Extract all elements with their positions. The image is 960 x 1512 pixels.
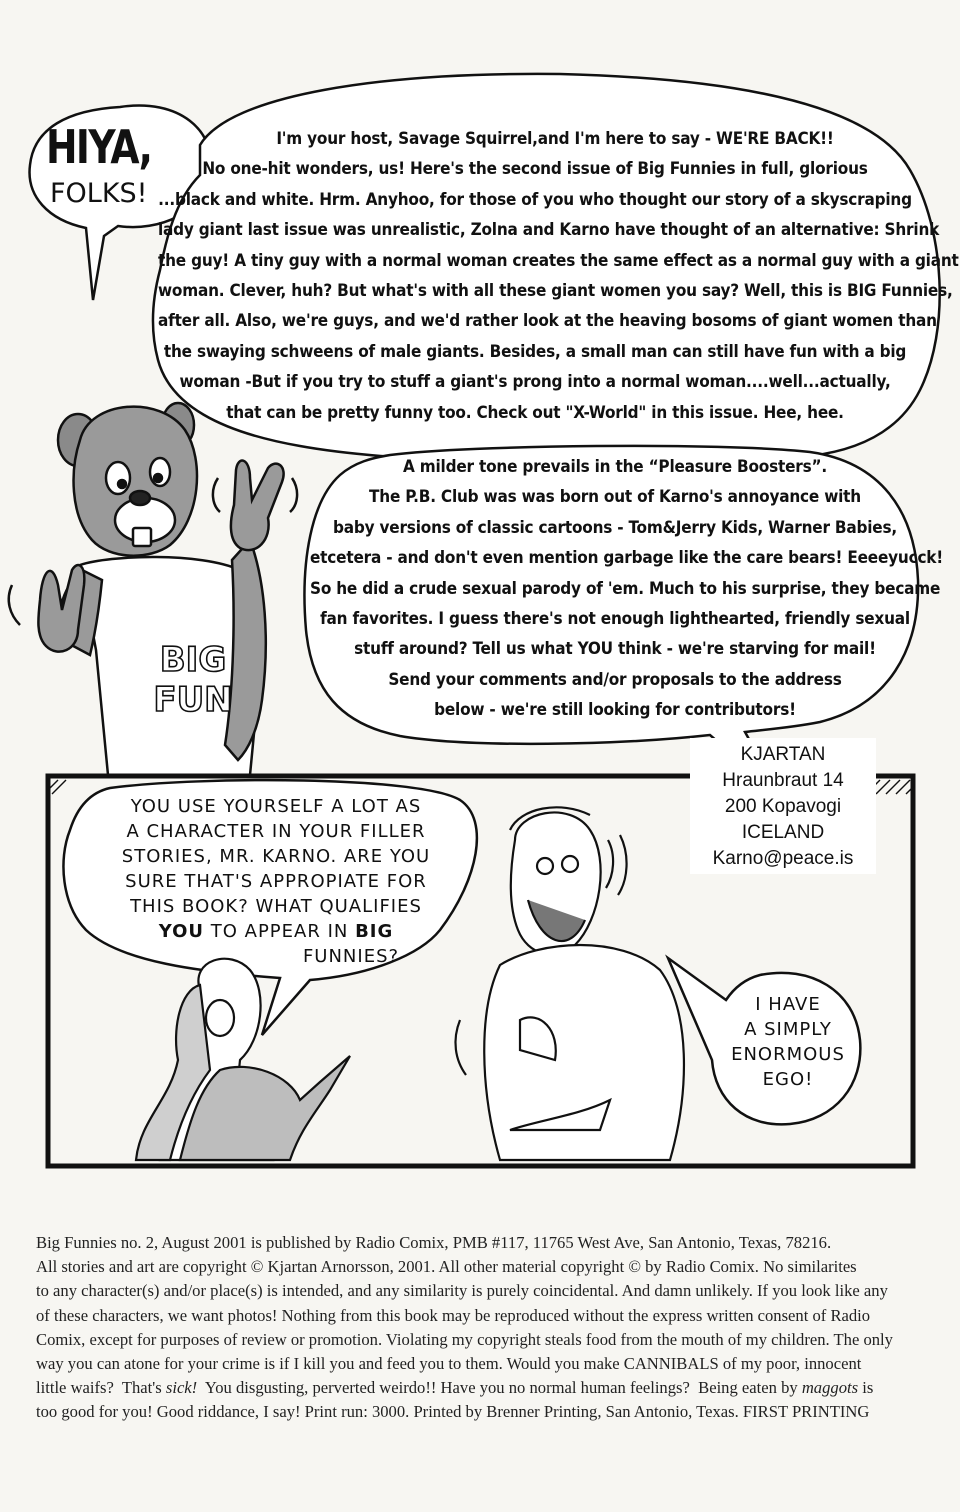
shirt-line-fun: FUN [153, 680, 233, 720]
woman-figure [136, 959, 350, 1160]
intro-line: that can be pretty funny too. Check out "X-World" in this issue. Hee, hee. [226, 402, 844, 423]
woman-speech-line: THIS BOOK? WHAT QUALIFIES [130, 896, 422, 917]
address-name: KJARTAN [740, 744, 826, 765]
woman-speech-line: STORIES, MR. KARNO. ARE YOU [121, 846, 431, 867]
intro-line: No one-hit wonders, us! Here's the second issue of Big Funnies in full, glorious [202, 159, 868, 180]
indicia-line [36, 1376, 936, 1400]
indicia-line: too good for you! Good riddance, I say! Print run: 3000. Printed by Brenner Printing, San Antonio, Texas. FIRST PRINTING [36, 1402, 870, 1422]
woman-speech-line: FUNNIES? [302, 946, 400, 967]
indicia-italic-maggots: maggots [801, 1378, 859, 1398]
man-speech-text [720, 992, 856, 1092]
woman-speech-line: SURE THAT'S APPROPIATE FOR [125, 871, 427, 892]
second-line: The P.B. Club was was born out of Karno's annoyance with [369, 487, 861, 508]
man-speech-line: A SIMPLY [744, 1019, 832, 1040]
intro-line: woman. Clever, huh? But what's with all these giant women you say? Well, this is BIG Funnies, [158, 281, 953, 302]
intro-line: woman -But if you try to stuff a giant's prong into a normal woman....well...actually, [179, 372, 891, 393]
address-street: Hraunbraut 14 [722, 770, 844, 791]
indicia [36, 1231, 936, 1425]
indicia-line: Comix, except for purposes of review or promotion. Violating my copyright steals food from the mouth of my children. The only [36, 1329, 893, 1349]
second-line: baby versions of classic cartoons - Tom&Jerry Kids, Warner Babies, [333, 517, 897, 538]
second-line: stuff around? Tell us what YOU think - we're starving for mail! [354, 639, 876, 660]
woman-speech-line: YOU USE YOURSELF A LOT AS [130, 796, 422, 817]
indicia-segment: little waifs? That's [36, 1378, 166, 1398]
indicia-line: way you can atone for your crime is if I kill you and feed you to them. Would you make CANNIBALS of my poor, innocent [36, 1354, 862, 1374]
indicia-italic-sick: sick! [165, 1378, 198, 1398]
indicia-line: to any character(s) and/or place(s) is intended, and any similarity is purely coincidental. And damn unlikely. If you look like any [36, 1281, 888, 1301]
second-line: Send your comments and/or proposals to the address [388, 669, 842, 690]
woman-speech-text [78, 794, 474, 969]
hiya-heading: HIYA, [46, 120, 152, 174]
contact-address [690, 742, 876, 872]
address-country: ICELAND [741, 822, 825, 843]
second-line: fan favorites. I guess there's not enough lighthearted, friendly sexual [320, 609, 910, 630]
folks-heading: FOLKS! [50, 178, 148, 209]
address-email[interactable]: Karno@peace.is [712, 848, 854, 869]
indicia-line: of these characters, we want photos! Nothing from this book may be reproduced without the express written consent of Radio [36, 1305, 871, 1325]
intro-line: I'm your host, Savage Squirrel,and I'm here to say - WE'RE BACK!! [276, 129, 834, 149]
indicia-line: Big Funnies no. 2, August 2001 is published by Radio Comix, PMB #117, 11765 West Ave, San Antonio, Texas, 78216. [36, 1233, 832, 1252]
address-city: 200 Kopavogi [724, 796, 842, 817]
intro-line: the guy! A tiny guy with a normal woman creates the same effect as a normal guy with a giant [158, 250, 959, 271]
intro-line: lady giant last issue was unrealistic, Zolna and Karno have thought of an alternative: Shrink [158, 220, 940, 241]
woman-speech-line [78, 919, 474, 944]
man-speech-line: EGO! [762, 1069, 814, 1090]
indicia-line: All stories and art are copyright © Kjartan Arnorsson, 2001. All other material copyright © by Radio Comix. No similarites [36, 1257, 857, 1277]
intro-line: the swaying schweens of male giants. Besides, a small man can still have fun with a big [163, 341, 907, 362]
intro-line: after all. Also, we're guys, and we'd rather look at the heaving bosoms of giant women than [158, 311, 937, 332]
speech-emphasis-big: BIG [355, 921, 394, 942]
woman-speech-line: A CHARACTER IN YOUR FILLER [126, 821, 426, 842]
indicia-segment: is [858, 1378, 874, 1398]
intro-line: ...black and white. Hrm. Anyhoo, for those of you who thought our story of a skyscraping [158, 189, 912, 210]
second-line: So he did a crude sexual parody of 'em. Much to his surprise, they became [310, 578, 941, 599]
indicia-segment: You disgusting, perverted weirdo!! Have you no normal human feelings? Being eaten by [197, 1378, 802, 1398]
second-bubble-text [310, 452, 944, 726]
shirt-line-big: BIG [159, 640, 227, 680]
intro-bubble-text [158, 124, 959, 428]
speech-mid: TO APPEAR IN [204, 921, 356, 942]
man-figure [455, 807, 683, 1160]
shirt-text [138, 640, 248, 720]
man-speech-line: ENORMOUS [731, 1044, 845, 1065]
second-line: below - we're still looking for contributors! [434, 700, 796, 721]
second-line: etcetera - and don't even mention garbage like the care bears! Eeeeyucck! [310, 548, 944, 569]
man-speech-line: I HAVE [755, 994, 821, 1015]
second-line: A milder tone prevails in the “Pleasure Boosters”. [403, 457, 827, 477]
speech-emphasis-you: YOU [158, 921, 205, 942]
